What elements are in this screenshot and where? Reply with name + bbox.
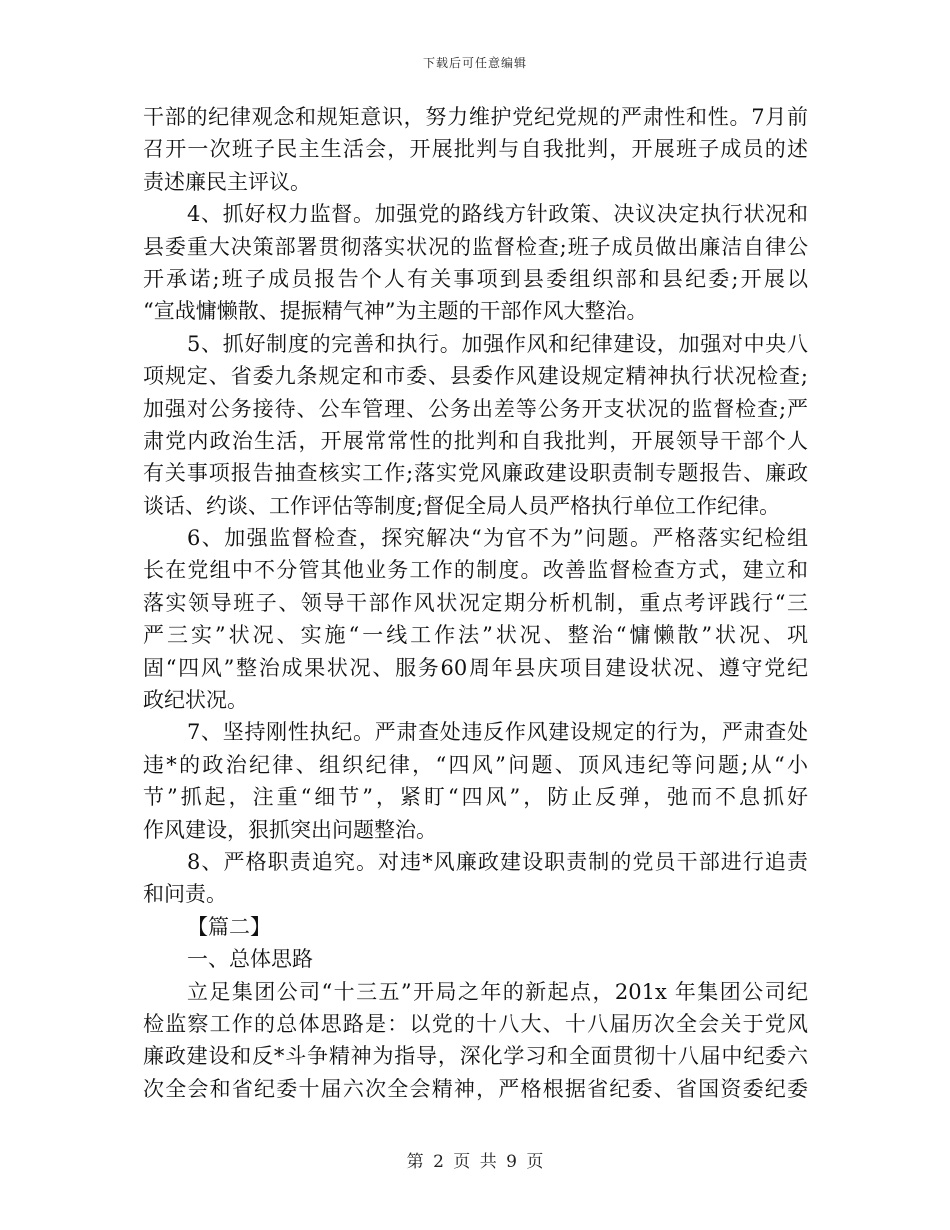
text-line: 7、坚持刚性执纪。严肃查处违反作风建设规定的行为，严肃查处 [187, 720, 808, 745]
text-line: 肃党内政治生活，开展常常性的批判和自我批判，开展领导干部个人 [143, 428, 808, 453]
page-header: 下载后可任意编辑 [422, 56, 527, 70]
text-line: 严三实”状况、实施“一线工作法”状况、整治“慵懒散”状况、巩 [143, 623, 808, 648]
page-number-footer: 第 2 页 共 9 页 [406, 1152, 544, 1172]
text-line: 有关事项报告抽查核实工作;落实党风廉政建设职责制专题报告、廉政 [143, 461, 808, 486]
text-line: 政纪状况。 [143, 688, 248, 713]
text-line: 节”抓起，注重“细节”，紧盯“四风”，防止反弹，弛而不息抓好 [143, 785, 808, 810]
text-line: 6、加强监督检查，探究解决“为官不为”问题。严格落实纪检组 [187, 526, 808, 551]
text-line: 和问责。 [143, 882, 227, 907]
document-body [143, 101, 808, 1105]
text-line: 立足集团公司“十三五”开局之年的新起点，201x 年集团公司纪 [187, 979, 808, 1004]
text-line: 召开一次班子民主生活会，开展批判与自我批判，开展班子成员的述 [143, 137, 808, 162]
text-line: 5、抓好制度的完善和执行。加强作风和纪律建设，加强对中央八 [187, 331, 808, 356]
text-line: 县委重大决策部署贯彻落实状况的监督检查;班子成员做出廉洁自律公 [143, 234, 808, 259]
text-line: 项规定、省委九条规定和市委、县委作风建设规定精神执行状况检查; [143, 364, 808, 389]
text-line: 【篇二】 [187, 914, 271, 939]
text-line: 落实领导班子、领导干部作风状况定期分析机制，重点考评践行“三 [143, 590, 808, 615]
text-line: 固“四风”整治成果状况、服务60周年县庆项目建设状况、遵守党纪 [143, 655, 808, 680]
text-line: “宣战慵懒散、提振精气神”为主题的干部作风大整治。 [143, 299, 648, 324]
text-line: 违*的政治纪律、组织纪律，“四风”问题、顶风违纪等问题;从“小 [143, 752, 808, 777]
text-line: 干部的纪律观念和规矩意识，努力维护党纪党规的严肃性和性。7月前 [143, 105, 808, 129]
text-line: 次全会和省纪委十届六次全会精神，严格根据省纪委、省国资委纪委 [143, 1076, 808, 1101]
text-line: 廉政建设和反*斗争精神为指导，深化学习和全面贯彻十八届中纪委六 [143, 1044, 808, 1069]
text-line: 8、严格职责追究。对违*风廉政建设职责制的党员干部进行追责 [187, 849, 808, 874]
text-line: 谈话、约谈、工作评估等制度;督促全局人员严格执行单位工作纪律。 [143, 493, 781, 518]
text-line: 长在党组中不分管其他业务工作的制度。改善监督检查方式，建立和 [143, 558, 808, 583]
text-line: 加强对公务接待、公车管理、公务出差等公务开支状况的监督检查;严 [143, 396, 808, 421]
text-line: 一、总体思路 [187, 947, 313, 972]
text-line: 作风建设，狠抓突出问题整治。 [143, 817, 437, 842]
text-line: 检监察工作的总体思路是：以党的十八大、十八届历次全会关于党风 [143, 1011, 808, 1036]
text-line: 责述廉民主评议。 [143, 169, 311, 194]
text-line: 开承诺;班子成员报告个人有关事项到县委组织部和县纪委;开展以 [143, 266, 808, 291]
text-line: 4、抓好权力监督。加强党的路线方针政策、决议决定执行状况和 [187, 202, 808, 227]
